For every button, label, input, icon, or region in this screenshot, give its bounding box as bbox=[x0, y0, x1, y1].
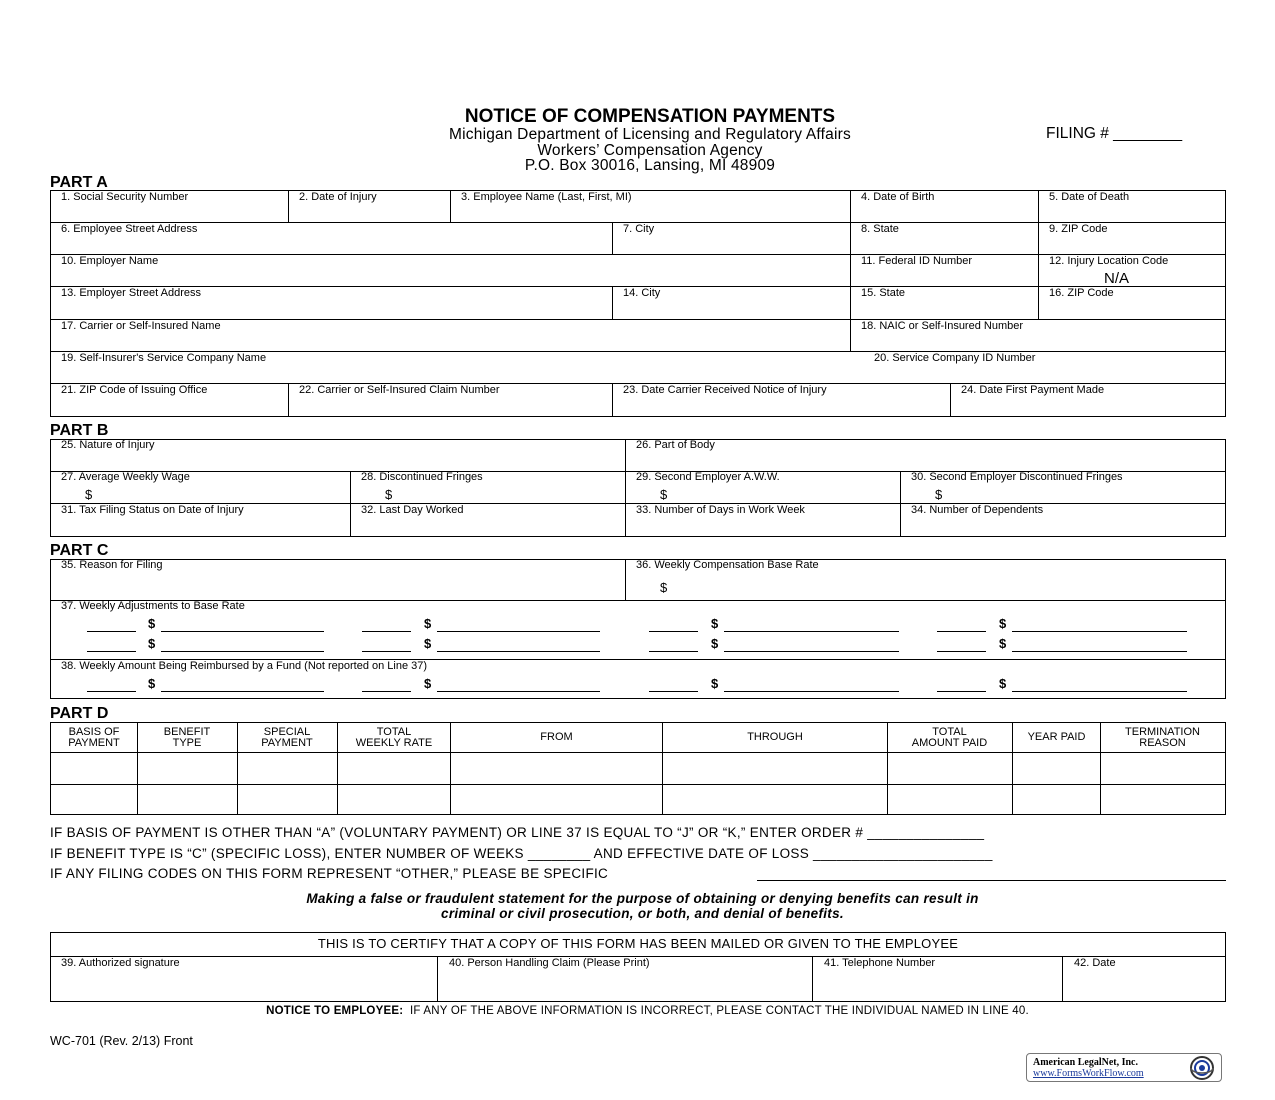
col-benefit-type: BENEFIT TYPE bbox=[163, 726, 211, 749]
globe-icon bbox=[1185, 1055, 1219, 1081]
rule bbox=[350, 471, 351, 537]
rule bbox=[625, 439, 626, 537]
rule bbox=[612, 222, 613, 254]
field-reason-for-filing[interactable]: 35. Reason for Filing bbox=[61, 559, 163, 571]
field-tax-filing-status[interactable]: 31. Tax Filing Status on Date of Injury bbox=[61, 504, 244, 516]
col-total-weekly-rate: TOTAL WEEKLY RATE bbox=[355, 726, 433, 749]
field-second-employer-fringes[interactable]: 30. Second Employer Discontinued Fringes bbox=[911, 471, 1123, 483]
rule bbox=[1038, 190, 1039, 319]
code-blank[interactable] bbox=[362, 651, 411, 652]
field-part-of-body[interactable]: 26. Part of Body bbox=[636, 439, 715, 451]
field-employee-city[interactable]: 7. City bbox=[623, 223, 655, 235]
rule bbox=[850, 190, 851, 351]
field-discontinued-fringes[interactable]: 28. Discontinued Fringes bbox=[361, 471, 483, 483]
rule bbox=[50, 752, 1226, 753]
part-a-heading: PART A bbox=[50, 174, 108, 191]
field-service-company-name[interactable]: 19. Self-Insurer's Service Company Name bbox=[61, 352, 267, 364]
field-weekly-base-rate[interactable]: 36. Weekly Compensation Base Rate bbox=[636, 559, 819, 571]
order-number-statement[interactable]: IF BASIS OF PAYMENT IS OTHER THAN “A” (VOLUNTARY PAYMENT) OR LINE 37 IS EQUAL TO “J” OR “K,” ENTER ORDER # _______________ bbox=[50, 825, 985, 840]
notice-text: IF ANY OF THE ABOVE INFORMATION IS INCORRECT, PLEASE CONTACT THE INDIVIDUAL NAMED IN LINE 40. bbox=[410, 1005, 1029, 1017]
rule bbox=[288, 383, 289, 417]
dollar-sign: $ bbox=[85, 487, 93, 502]
field-injury-location-code[interactable]: 12. Injury Location Code bbox=[1049, 255, 1169, 267]
rule bbox=[50, 784, 1226, 785]
field-employer-zip[interactable]: 16. ZIP Code bbox=[1049, 287, 1114, 299]
field-date-of-injury[interactable]: 2. Date of Injury bbox=[299, 191, 377, 203]
rule bbox=[625, 559, 626, 600]
amount-blank[interactable] bbox=[161, 651, 324, 652]
rule bbox=[237, 722, 238, 815]
dollar-sign: $ bbox=[424, 616, 432, 631]
rule bbox=[437, 956, 438, 1002]
rule bbox=[288, 190, 289, 222]
amount-blank[interactable] bbox=[437, 691, 600, 692]
code-blank[interactable] bbox=[362, 691, 411, 692]
code-blank[interactable] bbox=[87, 691, 136, 692]
dollar-sign: $ bbox=[148, 636, 156, 651]
dollar-sign: $ bbox=[711, 636, 719, 651]
other-codes-statement[interactable]: IF ANY FILING CODES ON THIS FORM REPRESENT “OTHER,” PLEASE BE SPECIFIC bbox=[50, 866, 609, 881]
field-fund-reimbursement[interactable]: 38. Weekly Amount Being Reimbursed by a Fund (Not reported on Line 37) bbox=[61, 660, 428, 672]
dollar-sign: $ bbox=[148, 616, 156, 631]
field-telephone[interactable]: 41. Telephone Number bbox=[824, 957, 936, 969]
code-blank[interactable] bbox=[937, 651, 986, 652]
agency-line-2: Workers’ Compensation Agency bbox=[537, 142, 763, 159]
dollar-sign: $ bbox=[711, 676, 719, 691]
rule bbox=[450, 190, 451, 222]
field-number-of-dependents[interactable]: 34. Number of Dependents bbox=[911, 504, 1044, 516]
field-date[interactable]: 42. Date bbox=[1074, 957, 1116, 969]
logo-company: American LegalNet, Inc. bbox=[1033, 1057, 1138, 1068]
dollar-sign: $ bbox=[999, 616, 1007, 631]
part-d-heading: PART D bbox=[50, 705, 109, 722]
notice-to-employee bbox=[0, 1005, 1275, 1017]
rule bbox=[612, 286, 613, 319]
field-average-weekly-wage[interactable]: 27. Average Weekly Wage bbox=[61, 471, 190, 483]
field-weekly-adjustments[interactable]: 37. Weekly Adjustments to Base Rate bbox=[61, 600, 245, 612]
rule bbox=[50, 319, 1226, 320]
field-notice-received-date[interactable]: 23. Date Carrier Received Notice of Injury bbox=[623, 384, 827, 396]
amount-blank[interactable] bbox=[724, 691, 899, 692]
amount-blank[interactable] bbox=[1012, 651, 1187, 652]
field-first-payment-date[interactable]: 24. Date First Payment Made bbox=[961, 384, 1105, 396]
fraud-warning-1: Making a false or fraudulent statement for the purpose of obtaining or denying benefits can result in bbox=[306, 891, 979, 906]
rule bbox=[900, 471, 901, 537]
code-blank[interactable] bbox=[362, 631, 411, 632]
code-blank[interactable] bbox=[649, 691, 698, 692]
dollar-sign: $ bbox=[660, 487, 668, 502]
dollar-sign: $ bbox=[385, 487, 393, 502]
field-employer-street[interactable]: 13. Employer Street Address bbox=[61, 287, 202, 299]
field-employee-name[interactable]: 3. Employee Name (Last, First, MI) bbox=[461, 191, 632, 203]
field-date-of-death[interactable]: 5. Date of Death bbox=[1049, 191, 1130, 203]
injury-location-value: N/A bbox=[1104, 270, 1130, 287]
dollar-sign: $ bbox=[424, 676, 432, 691]
field-date-of-birth[interactable]: 4. Date of Birth bbox=[861, 191, 935, 203]
agency-address: P.O. Box 30016, Lansing, MI 48909 bbox=[524, 157, 776, 174]
field-employer-name[interactable]: 10. Employer Name bbox=[61, 255, 159, 267]
col-total-amount-paid: TOTAL AMOUNT PAID bbox=[911, 726, 988, 749]
amount-blank[interactable] bbox=[161, 691, 324, 692]
field-days-in-work-week[interactable]: 33. Number of Days in Work Week bbox=[636, 504, 805, 516]
amount-blank[interactable] bbox=[437, 651, 600, 652]
field-employer-state[interactable]: 15. State bbox=[861, 287, 906, 299]
notice-label: NOTICE TO EMPLOYEE: bbox=[266, 1005, 404, 1017]
amount-blank[interactable] bbox=[724, 651, 899, 652]
field-second-employer-aww[interactable]: 29. Second Employer A.W.W. bbox=[636, 471, 780, 483]
field-last-day-worked[interactable]: 32. Last Day Worked bbox=[361, 504, 464, 516]
field-carrier-name[interactable]: 17. Carrier or Self-Insured Name bbox=[61, 320, 221, 332]
agency-line-1: Michigan Department of Licensing and Regulatory Affairs bbox=[449, 126, 851, 143]
part-b-grid bbox=[50, 439, 1226, 537]
field-employer-city[interactable]: 14. City bbox=[623, 287, 661, 299]
amount-blank[interactable] bbox=[161, 631, 324, 632]
col-from: FROM bbox=[540, 731, 573, 743]
code-blank[interactable] bbox=[649, 651, 698, 652]
code-blank[interactable] bbox=[937, 631, 986, 632]
rule bbox=[887, 722, 888, 815]
amount-blank[interactable] bbox=[1012, 631, 1187, 632]
code-blank[interactable] bbox=[87, 631, 136, 632]
dollar-sign: $ bbox=[711, 616, 719, 631]
field-employee-zip[interactable]: 9. ZIP Code bbox=[1049, 223, 1108, 235]
rule bbox=[950, 383, 951, 417]
code-blank[interactable] bbox=[87, 651, 136, 652]
field-ssn[interactable]: 1. Social Security Number bbox=[61, 191, 189, 203]
field-nature-of-injury[interactable]: 25. Nature of Injury bbox=[61, 439, 155, 451]
form-title: NOTICE OF COMPENSATION PAYMENTS bbox=[464, 106, 836, 127]
dollar-sign: $ bbox=[999, 676, 1007, 691]
col-basis-of-payment: BASIS OF PAYMENT bbox=[68, 726, 120, 749]
rule bbox=[1062, 956, 1063, 1002]
field-authorized-signature[interactable]: 39. Authorized signature bbox=[61, 957, 180, 969]
rule bbox=[812, 956, 813, 1002]
rule bbox=[1100, 722, 1101, 815]
amount-blank[interactable] bbox=[1012, 691, 1187, 692]
field-claim-number[interactable]: 22. Carrier or Self-Insured Claim Number bbox=[299, 384, 500, 396]
specify-blank[interactable] bbox=[757, 880, 1226, 881]
col-through: THROUGH bbox=[747, 731, 803, 743]
code-blank[interactable] bbox=[937, 691, 986, 692]
col-special-payment: SPECIAL PAYMENT bbox=[261, 726, 313, 749]
rule bbox=[337, 722, 338, 815]
certify-title: THIS IS TO CERTIFY THAT A COPY OF THIS FORM HAS BEEN MAILED OR GIVEN TO THE EMPLOYEE bbox=[317, 936, 959, 951]
dollar-sign: $ bbox=[999, 636, 1007, 651]
field-naic-number[interactable]: 18. NAIC or Self-Insured Number bbox=[861, 320, 1024, 332]
col-termination-reason: TERMINATION REASON bbox=[1125, 726, 1200, 749]
dollar-sign: $ bbox=[660, 580, 668, 595]
dollar-sign: $ bbox=[935, 487, 943, 502]
field-person-handling-claim[interactable]: 40. Person Handling Claim (Please Print) bbox=[449, 957, 650, 969]
publisher-logo[interactable] bbox=[1026, 1053, 1222, 1082]
rule bbox=[612, 383, 613, 417]
fraud-warning-2: criminal or civil prosecution, or both, and denial of benefits. bbox=[441, 906, 844, 921]
field-employee-state[interactable]: 8. State bbox=[861, 223, 899, 235]
filing-number[interactable]: FILING # ________ bbox=[1046, 125, 1183, 142]
code-blank[interactable] bbox=[649, 631, 698, 632]
form-id: WC-701 (Rev. 2/13) Front bbox=[50, 1034, 193, 1048]
amount-blank[interactable] bbox=[724, 631, 899, 632]
dollar-sign: $ bbox=[424, 636, 432, 651]
amount-blank[interactable] bbox=[437, 631, 600, 632]
rule bbox=[137, 722, 138, 815]
part-c-grid bbox=[50, 559, 1226, 699]
field-service-company-id[interactable]: 20. Service Company ID Number bbox=[874, 352, 1036, 364]
part-b-heading: PART B bbox=[50, 422, 109, 439]
field-employee-street[interactable]: 6. Employee Street Address bbox=[61, 223, 198, 235]
part-c-heading: PART C bbox=[50, 542, 109, 559]
field-federal-id[interactable]: 11. Federal ID Number bbox=[861, 255, 973, 267]
col-year-paid: YEAR PAID bbox=[1027, 731, 1086, 743]
field-issuing-office-zip[interactable]: 21. ZIP Code of Issuing Office bbox=[61, 384, 208, 396]
dollar-sign: $ bbox=[148, 676, 156, 691]
specific-loss-statement[interactable]: IF BENEFIT TYPE IS “C” (SPECIFIC LOSS), ENTER NUMBER OF WEEKS ________ AND EFFECTIVE DATE OF LOSS _______________________ bbox=[50, 846, 993, 861]
logo-url[interactable]: www.FormsWorkFlow.com bbox=[1033, 1068, 1144, 1079]
